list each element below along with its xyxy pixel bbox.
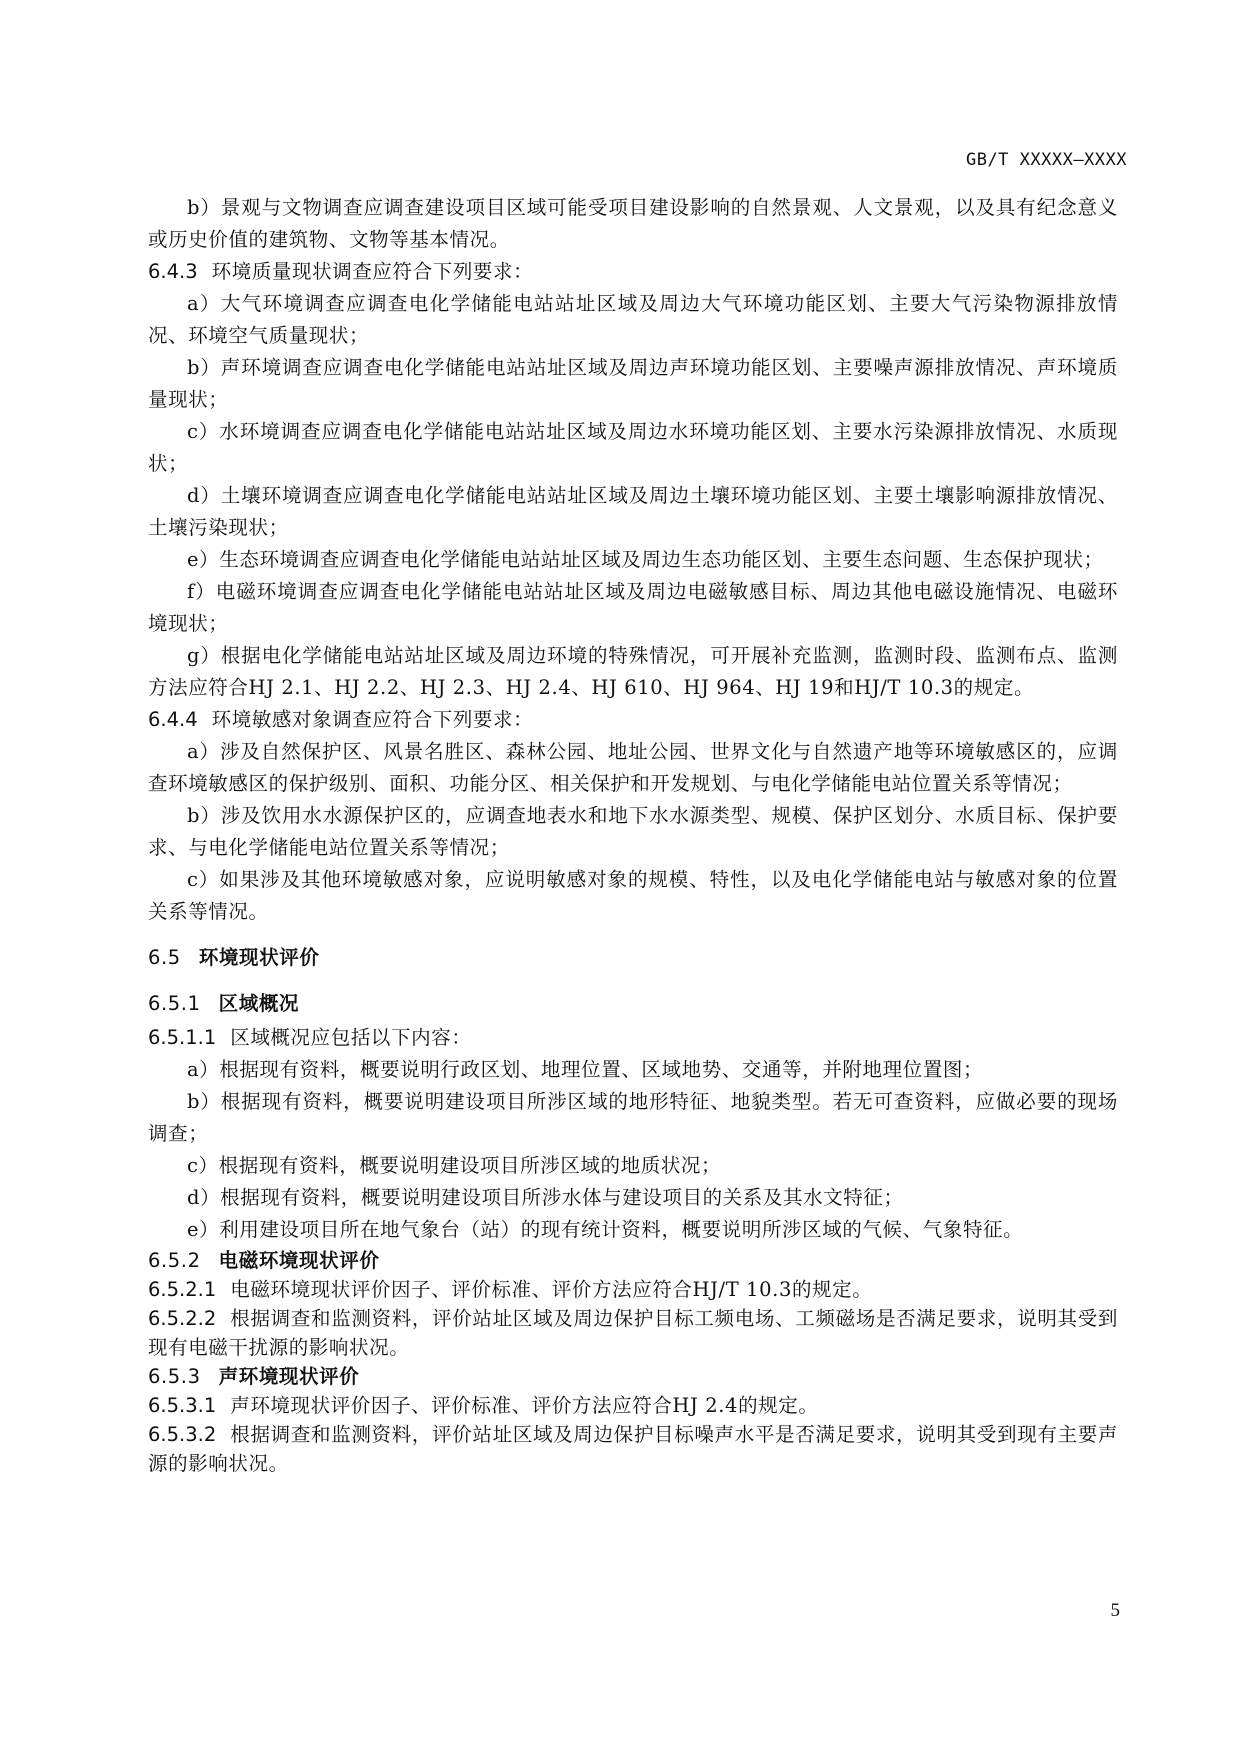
list-item: c）水环境调查应调查电化学储能电站站址区域及周边水环境功能区划、主要水污染源排放情况、水质现状； [148,420,1118,475]
section-number: 6.5 [148,946,181,969]
clause-text: 环境敏感对象调查应符合下列要求： [211,708,534,731]
list-item: a）大气环境调查应调查电化学储能电站站址区域及周边大气环境功能区划、主要大气污染物源排放情况、环境空气质量现状； [148,292,1118,347]
clause-number: 6.5.3.2 [148,1423,217,1446]
list-item: a）根据现有资料，概要说明行政区划、地理位置、区域地势、交通等，并附地理位置图； [187,1058,984,1081]
section-title: 环境现状评价 [198,946,320,969]
list-item: e）利用建设项目所在地气象台（站）的现有统计资料，概要说明所涉区域的气候、气象特征。 [187,1218,1024,1241]
clause-text: 声环境现状评价因子、评价标准、评价方法应符合HJ 2.4的规定。 [230,1394,819,1417]
subsection-title: 电磁环境现状评价 [218,1249,380,1272]
clause-number: 6.5.2.2 [148,1307,217,1330]
subsection-number: 6.5.2 [148,1249,201,1272]
list-item: d）土壤环境调查应调查电化学储能电站站址区域及周边土壤环境功能区划、主要土壤影响源排放情况、土壤污染现状； [148,484,1118,539]
subsection-heading-6-5-2 [148,1246,1118,1275]
page-number: 5 [1110,1600,1120,1621]
subsection-heading-6-5-1 [148,988,1118,1020]
list-item: b）声环境调查应调查电化学储能电站站址区域及周边声环境功能区划、主要噪声源排放情况、声环境质量现状； [148,356,1118,411]
subsection-heading-6-5-3 [148,1362,1118,1391]
clause-6-5-1-1 [148,1022,1118,1054]
clause-number: 6.4.4 [148,708,198,731]
clause-text: 电磁环境现状评价因子、评价标准、评价方法应符合HJ/T 10.3的规定。 [230,1278,873,1301]
clause-text: 根据调查和监测资料，评价站址区域及周边保护目标噪声水平是否满足要求，说明其受到现有主要声源的影响状况。 [148,1423,1118,1475]
clause-number: 6.5.3.1 [148,1394,217,1417]
section-heading-6-5 [148,942,1118,974]
clause-number: 6.5.1.1 [148,1026,217,1049]
clause-6-5-3-2 [148,1420,1118,1478]
list-item: c）根据现有资料，概要说明建设项目所涉区域的地质状况； [187,1154,722,1177]
subsection-title: 区域概况 [218,992,300,1015]
clause-number: 6.5.2.1 [148,1278,217,1301]
clause-6-5-3-1 [148,1391,1118,1420]
clause-6-4-4 [148,704,1118,736]
clause-text: 根据调查和监测资料，评价站址区域及周边保护目标工频电场、工频磁场是否满足要求，说明其受到现有电磁干扰源的影响状况。 [148,1307,1118,1359]
document-body [148,192,1118,1478]
clause-6-4-3 [148,256,1118,288]
list-item: b）根据现有资料，概要说明建设项目所涉区域的地形特征、地貌类型。若无可查资料，应做必要的现场调查； [148,1090,1118,1145]
list-item: b）景观与文物调查应调查建设项目区域可能受项目建设影响的自然景观、人文景观，以及具有纪念意义或历史价值的建筑物、文物等基本情况。 [148,196,1118,251]
list-item: g）根据电化学储能电站站址区域及周边环境的特殊情况，可开展补充监测，监测时段、监测布点、监测方法应符合HJ 2.1、HJ 2.2、HJ 2.3、HJ 2.4、HJ 610、HJ 964、HJ 19和HJ/T 10.3的规定。 [148,644,1118,699]
list-item: e）生态环境调查应调查电化学储能电站站址区域及周边生态功能区划、主要生态问题、生态保护现状； [187,548,1104,571]
subsection-number: 6.5.1 [148,992,201,1015]
list-item: c）如果涉及其他环境敏感对象，应说明敏感对象的规模、特性，以及电化学储能电站与敏感对象的位置关系等情况。 [148,868,1118,923]
clause-text: 环境质量现状调查应符合下列要求： [211,260,534,283]
list-item: a）涉及自然保护区、风景名胜区、森林公园、地址公园、世界文化与自然遗产地等环境敏感区的，应调查环境敏感区的保护级别、面积、功能分区、相关保护和开发规划、与电化学储能电站位置关系等情况； [148,740,1118,795]
clause-text: 区域概况应包括以下内容： [230,1026,472,1049]
list-item: d）根据现有资料，概要说明建设项目所涉水体与建设项目的关系及其水文特征； [187,1186,904,1209]
list-item: f）电磁环境调查应调查电化学储能电站站址区域及周边电磁敏感目标、周边其他电磁设施情况、电磁环境现状； [148,580,1118,635]
clause-6-5-2-2 [148,1304,1118,1362]
list-item: b）涉及饮用水水源保护区的，应调查地表水和地下水水源类型、规模、保护区划分、水质目标、保护要求、与电化学储能电站位置关系等情况； [148,804,1118,859]
subsection-title: 声环境现状评价 [218,1365,360,1388]
clause-6-5-2-1 [148,1275,1118,1304]
standard-code-header: GB/T XXXXX—XXXX [965,150,1127,170]
subsection-number: 6.5.3 [148,1365,201,1388]
clause-number: 6.4.3 [148,260,198,283]
